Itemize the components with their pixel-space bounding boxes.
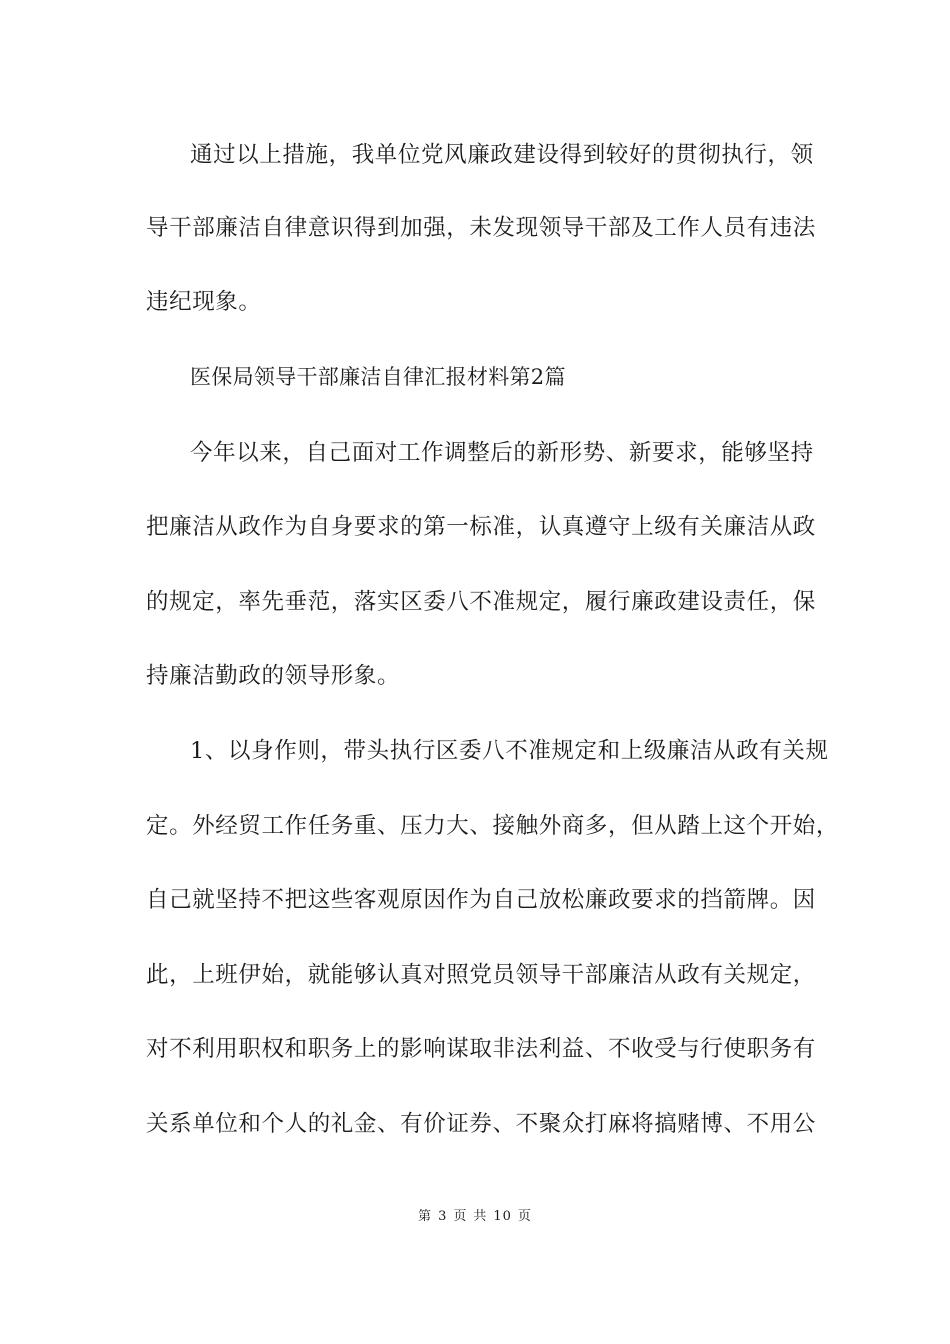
paragraph-3-line-2: 定。外经贸工作任务重、压力大、接触外商多，但从踏上这个开始， xyxy=(146,813,840,839)
footer-page-number: 3 xyxy=(438,1209,448,1224)
paragraph-3-line-3: 自己就坚持不把这些客观原因作为自己放松廉政要求的挡箭牌。因 xyxy=(146,887,816,913)
paragraph-3-line-4: 此，上班伊始，就能够认真对照党员领导干部廉洁从政有关规定， xyxy=(146,962,816,988)
footer-prefix: 第 xyxy=(418,1209,433,1224)
paragraph-3-line-1: 1、以身作则，带头执行区委八不准规定和上级廉洁从政有关规 xyxy=(190,738,829,764)
paragraph-3-line-6: 关系单位和个人的礼金、有价证券、不聚众打麻将搞赌博、不用公 xyxy=(146,1111,816,1137)
footer-page-word: 页 xyxy=(453,1209,468,1224)
paragraph-2-line-4: 持廉洁勤政的领导形象。 xyxy=(146,663,401,689)
paragraph-1-line-1: 通过以上措施，我单位党风廉政建设得到较好的贯彻执行，领 xyxy=(190,142,814,168)
footer-total-pages: 10 xyxy=(493,1209,512,1224)
paragraph-1-line-3: 违纪现象。 xyxy=(146,289,262,315)
paragraph-2-line-1: 今年以来，自己面对工作调整后的新形势、新要求，能够坚持 xyxy=(190,440,814,466)
footer-suffix: 页 xyxy=(517,1209,532,1224)
page-footer xyxy=(0,1208,950,1226)
paragraph-1-line-2: 导干部廉洁自律意识得到加强，未发现领导干部及工作人员有违法 xyxy=(146,215,816,241)
footer-total-word: 共 xyxy=(473,1209,488,1224)
paragraph-3-line-5: 对不利用职权和职务上的影响谋取非法利益、不收受与行使职务有 xyxy=(146,1036,816,1062)
section-heading: 医保局领导干部廉洁自律汇报材料第2篇 xyxy=(190,365,566,389)
paragraph-2-line-2: 把廉洁从政作为自身要求的第一标准，认真遵守上级有关廉洁从政 xyxy=(146,514,816,540)
paragraph-2-line-3: 的规定，率先垂范，落实区委八不准规定，履行廉政建设责任，保 xyxy=(146,589,816,615)
